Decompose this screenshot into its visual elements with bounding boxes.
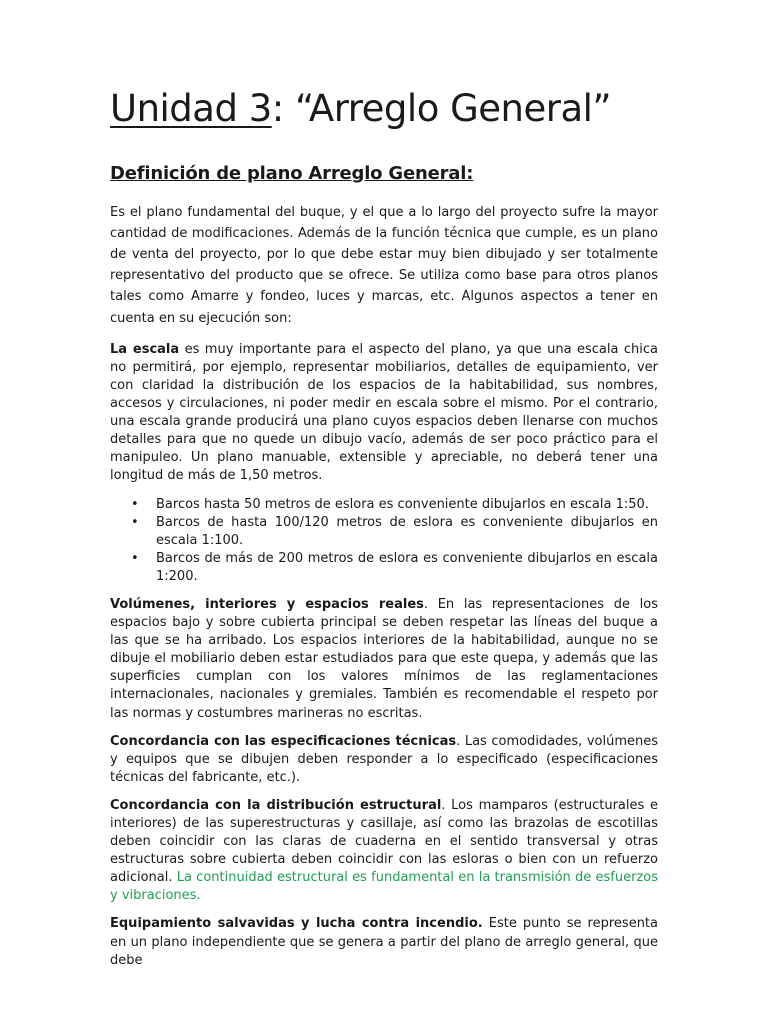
salvavidas-paragraph	[110, 915, 658, 969]
scale-list	[110, 496, 658, 586]
section-heading: Definición de plano Arreglo General:	[110, 162, 474, 184]
list-item-text: Barcos de hasta 100/120 metros de eslora es conveniente dibujarlos en escala 1:100.	[156, 514, 658, 548]
volumenes-paragraph	[110, 596, 658, 723]
list-item	[110, 496, 658, 514]
especificaciones-text: . Las comodidades, volúmenes y equipos que se dibujen deben responder a lo especificado (especificaciones técnicas del fabricante, etc.).	[110, 733, 659, 785]
title-unit: Unidad 3	[110, 87, 272, 130]
page-title	[110, 88, 658, 131]
title-topic: : “Arreglo General”	[271, 87, 612, 130]
estructural-text: . Los mamparos (estructurales e interiores) de las superestructuras y casillaje, así como las brazolas de escotillas deben coincidir con las claras de cuaderna en el sentido transversal y otras estructuras sobre cubierta deben coincidir con las esloras o bien con un refuerzo adicional.	[110, 797, 658, 886]
especificaciones-paragraph	[110, 733, 658, 787]
list-item-text: Barcos hasta 50 metros de eslora es conveniente dibujarlos en escala 1:50.	[156, 496, 649, 512]
volumenes-heading: Volúmenes, interiores y espacios reales	[110, 596, 424, 612]
bullet-icon: •	[131, 514, 139, 530]
salvavidas-heading: Equipamiento salvavidas y lucha contra incendio.	[110, 916, 483, 932]
estructural-heading: Concordancia con la distribución estructural	[110, 797, 442, 813]
bullet-icon: •	[131, 550, 139, 566]
estructural-paragraph	[110, 797, 658, 906]
list-item	[110, 514, 658, 550]
escala-heading: La escala	[110, 341, 180, 357]
bullet-icon: •	[131, 496, 139, 512]
list-item-text: Barcos de más de 200 metros de eslora es conveniente dibujarlos en escala 1:200.	[156, 550, 658, 584]
estructural-highlight: La continuidad estructural es fundamental en la transmisión de esfuerzos y vibraciones.	[110, 870, 658, 904]
escala-paragraph	[110, 341, 658, 486]
salvavidas-text: Este punto se representa en un plano independiente que se genera a partir del plano de arreglo general, que debe	[110, 916, 658, 968]
especificaciones-heading: Concordancia con las especificaciones técnicas	[110, 733, 457, 749]
escala-text: es muy importante para el aspecto del plano, ya que una escala chica no permitirá, por ejemplo, representar mobiliarios, detalles de equipamiento, ver con claridad la distribución de los espacios de la habitabilidad, sus nombres, accesos y circulaciones, ni poder medir en escala sobre el mismo. Por el contrario, una escala grande producirá una plano cuyos espacios deben llenarse con muchos detalles para que no quede un dibujo vacío, además de ser poco práctico para el manipuleo. Un plano manuable, extensible y apreciable, no deberá tener una longitud de más de 1,50 metros.	[110, 341, 658, 484]
list-item	[110, 550, 658, 586]
intro-paragraph: Es el plano fundamental del buque, y el que a lo largo del proyecto sufre la mayor cantidad de modificaciones. Además de la función técnica que cumple, es un plano de venta del proyecto, por lo que debe estar muy bien dibujado y ser totalmente representativo del producto que se ofrece. Se utiliza como base para otros planos tales como Amarre y fondeo, luces y marcas, etc. Algunos aspectos a tener en cuenta en su ejecución son:	[110, 204, 658, 326]
volumenes-text: . En las representaciones de los espacios bajo y sobre cubierta principal se deben respetar las líneas del buque a las que se ha arribado. Los espacios interiores de la habitabilidad, aunque no se dibuje el mobiliario deben estar estudiados para que este quepa, y además que las superficies cumplan con los valores mínimos de las reglamentaciones internacionales, nacionales y gremiales. También es recomendable el respeto por las normas y costumbres marineras no escritas.	[110, 596, 658, 721]
